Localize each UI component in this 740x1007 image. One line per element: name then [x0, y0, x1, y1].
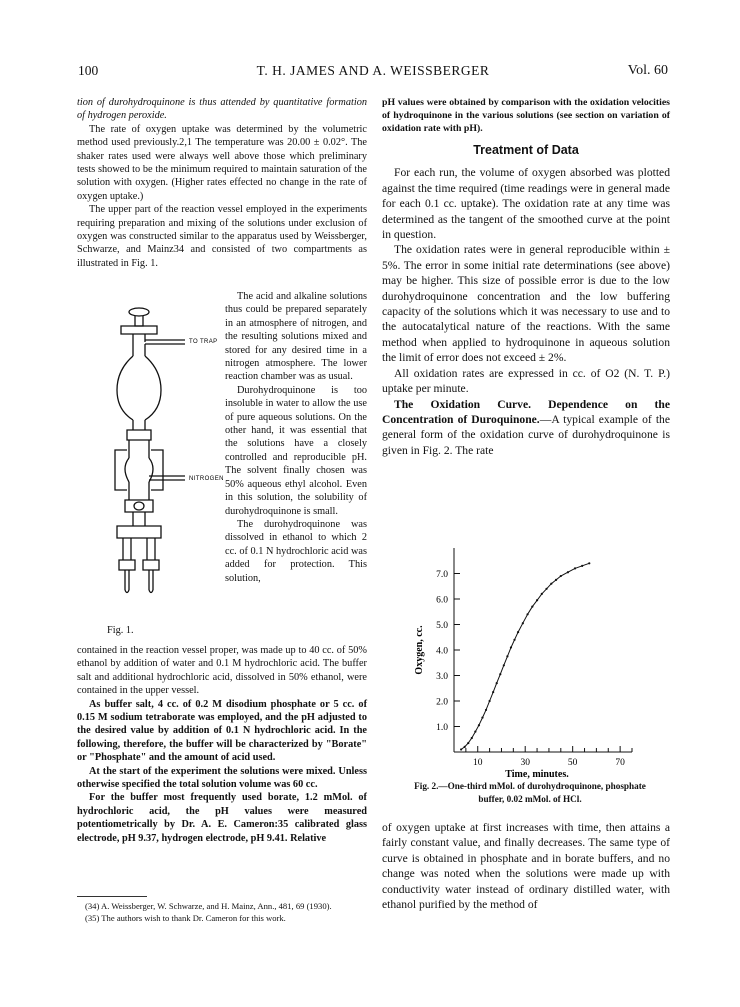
data-point: [522, 622, 524, 624]
apparatus-diagram: [77, 290, 225, 630]
figure-1-sidetext: [225, 290, 367, 585]
data-point: [567, 571, 569, 573]
footnote-34: (34) A. Weissberger, W. Schwarze, and H. Mainz, Ann., 481, 69 (1930).: [85, 901, 332, 911]
data-point: [536, 599, 538, 601]
data-point: [517, 631, 519, 633]
data-point: [496, 682, 498, 684]
data-point: [510, 646, 512, 648]
y-tick-label: 5.0: [436, 621, 448, 631]
right-column-bottom: [382, 820, 670, 912]
paragraph: The oxidation rates were in general reproducible within ± 5%. The error in some initial rate determinations (see above) may be higher. This size of possible error is due to the low durohydroquinone concentration and the low buffering capacity of the solutions which it was necessary to use and to the autocatalytical nature of the reactions. With the same method when applied to hydroquinone in aqueous solution the limit of error does not exceed ± 2%.: [382, 243, 670, 365]
paragraph: For the buffer most frequently used borate, 1.2 mMol. of hydrochloric acid, the pH values were measured potentiometrically by Dr. A. E. Cameron:35 calibrated glass electrode, pH 9.37, hydrogen electrode, pH 9.41. Relative: [77, 792, 367, 844]
paragraph: Durohydroquinone is too insoluble in water to allow the use of pure aqueous solutions. On the other hand, it was essential that the solutions have a closely controlled and reproducible pH. The solvent finally chosen was 50% aqueous ethyl alcohol. Even in this solution, the solubility of durohydroquinone is small.: [225, 384, 367, 517]
x-axis-label: Time, minutes.: [505, 769, 569, 780]
data-point: [503, 664, 505, 666]
left-column-top: [77, 96, 367, 270]
running-header: [78, 63, 668, 83]
data-point: [581, 565, 583, 567]
data-point: [541, 593, 543, 595]
subsection-title: The Oxidation Curve. Dependence on the Concentration of Duroquinone.: [382, 397, 670, 426]
data-point: [492, 691, 494, 693]
data-point: [464, 746, 466, 748]
y-axis-label: Oxygen, cc.: [414, 625, 425, 675]
data-point: [531, 606, 533, 608]
y-tick-label: 4.0: [436, 646, 448, 657]
paragraph: pH values were obtained by comparison with the oxidation velocities of hydroquinone in the various solutions (see section on variation of oxidation rate with pH).: [382, 97, 670, 134]
paragraph: The acid and alkaline solutions thus could be prepared separately in an atmosphere of nitrogen, and the resulting solutions mixed and stored for any desired time in a nitrogen atmosphere. The lower reaction chamber was as usual.: [225, 291, 367, 383]
data-point: [560, 575, 562, 577]
oxygen-uptake-chart: [392, 540, 642, 780]
data-point: [481, 716, 483, 718]
data-point: [555, 579, 557, 581]
paragraph: The upper part of the reaction vessel employed in the experiments requiring preparation and mixing of the solutions under exclusion of oxygen was constructed similar to the apparatus used by Weissberger, Schwarze, and Mainz34 and consisted of two compartments as illustrated in Fig. 1.: [77, 204, 367, 269]
paragraph: For each run, the volume of oxygen absorbed was plotted against the time required (time readings were in general made for each 0.1 cc. uptake). The oxidation rate at any time was determined as the tangent of the smoothed curve at the point in question.: [382, 166, 670, 242]
footnote-rule: [77, 896, 147, 897]
data-point: [499, 673, 501, 675]
y-tick-label: 7.0: [436, 570, 448, 580]
data-point: [545, 588, 547, 590]
x-tick-label: 50: [567, 758, 578, 768]
paragraph: All oxidation rates are expressed in cc. of O2 (N. T. P.) uptake per minute.: [382, 366, 670, 396]
paragraph: At the start of the experiment the solutions were mixed. Unless otherwise specified the total solution volume was 60 cc.: [77, 765, 367, 791]
paragraph: tion of durohydroquinone is thus attended by quantitative formation of hydrogen peroxide.: [77, 97, 367, 122]
figure-2-caption: Fig. 2.—One-third mMol. of durohydroquinone, phosphate buffer, 0.02 mMol. of HCl.: [414, 781, 646, 804]
running-authors: T. H. JAMES AND A. WEISSBERGER: [256, 63, 490, 78]
data-point: [467, 742, 469, 744]
data-point: [550, 583, 552, 585]
x-tick-label: 70: [615, 758, 625, 768]
footnote-35: (35) The authors wish to thank Dr. Cameron for this work.: [85, 912, 286, 923]
data-point: [513, 639, 515, 641]
data-point: [471, 737, 473, 739]
section-heading: Treatment of Data: [473, 143, 579, 157]
label-to-trap: TO TRAP: [189, 339, 218, 345]
x-tick-label: 30: [520, 758, 530, 768]
data-point: [489, 700, 491, 702]
page-number: 100: [78, 63, 99, 78]
data-point: [460, 748, 462, 750]
data-point: [574, 567, 576, 569]
y-tick-label: 2.0: [436, 697, 448, 708]
series-line: [461, 563, 589, 749]
data-point: [588, 562, 590, 564]
y-tick-label: 6.0: [436, 595, 448, 606]
paragraph-text: —A typical example of the general form of the oxidation curve of durohydroquinone is given in Fig. 2. The rate: [382, 412, 670, 457]
paragraph: As buffer salt, 4 cc. of 0.2 M disodium phosphate or 5 cc. of 0.15 M sodium tetraborate was employed, and the pH adjusted to the desired value by addition of 0.1 N hydrochloric acid. In the following, therefore, the buffer will be characterized by "Borate" or "Phosphate" and the amount of acid used.: [77, 698, 367, 764]
data-point: [526, 613, 528, 615]
data-point: [474, 731, 476, 733]
left-column-bottom: [77, 644, 367, 845]
label-nitrogen: NITROGEN: [189, 476, 224, 482]
data-point: [506, 655, 508, 657]
figure-1-caption: Fig. 1.: [107, 625, 134, 636]
x-tick-label: 10: [472, 758, 483, 768]
figure-1: [77, 290, 367, 640]
paragraph: The durohydroquinone was dissolved in ethanol to which 2 cc. of 0.1 N hydrochloric acid was added for protection. This solution,: [225, 518, 367, 584]
y-tick-label: 3.0: [436, 672, 448, 682]
data-point: [478, 724, 480, 726]
volume-number: Vol. 60: [627, 63, 668, 78]
paragraph: The rate of oxygen uptake was determined by the volumetric method used previously.2,1 The temperature was 20.00 ± 0.02°. The shaker rates used were always well above those which preliminary tests showed to be the minimum required to maintain saturation of the solution with oxygen. (Higher rates effected no change in the rate of oxygen uptake.): [77, 123, 367, 202]
y-tick-label: 1.0: [436, 723, 448, 733]
right-column-top: [382, 96, 670, 458]
footnotes: [77, 896, 367, 924]
paragraph: of oxygen uptake at first increases with time, then attains a fairly constant value, and finally decreases. The same type of curve is obtained in phosphate and in borate buffers, and no change was noted when the solutions were made up with conductivity water instead of ordinary distilled water, with ethanol purified by the method of: [382, 821, 670, 912]
paragraph: [382, 397, 670, 459]
data-point: [485, 709, 487, 711]
paragraph: contained in the reaction vessel proper, was made up to 40 cc. of 50% ethanol by addition of water and 0.1 M hydrochloric acid. The buffer salt and additional hydrochloric acid, dissolved in 50% ethanol, were contained in the upper vessel.: [77, 645, 367, 697]
